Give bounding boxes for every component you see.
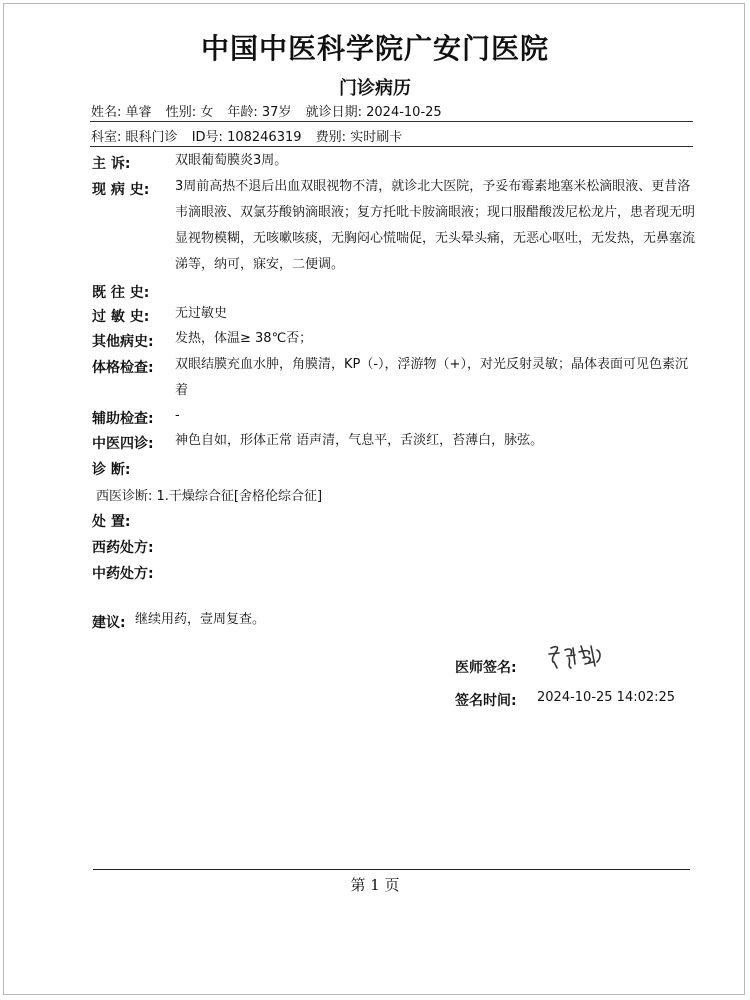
advice-label: 建议: [92,615,126,631]
patient-name: 单睿 [125,105,152,120]
tcm-diagnostics-label: 中医四诊: [92,436,154,452]
chief-complaint-label: 主 诉: [92,156,131,172]
patient-info-row-1 [91,101,442,120]
header-rule-1 [90,121,693,122]
visit-date: 2024-10-25 [366,105,442,120]
diagnosis-label: 诊 断: [92,462,131,478]
present-illness: 3周前高热不退后出血双眼视物不清，就诊北大医院，予妥布霉素地塞米松滴眼液、更昔洛韦滴眼液、双氯芬酸钠滴眼液；复方托吡卡胺滴眼液；现口服醋酸泼尼松龙片，患者现无明显视物模糊，无咳嗽咳痰，无胸闷心慌喘促，无头晕头痛，无恶心呕吐，无发热，无鼻塞流涕等，纳可，寐安，二便调。 [175,179,696,272]
allergy-history: 无过敏史 [175,306,228,321]
name-label: 姓名: [91,105,122,120]
page-number: 第 1 页 [350,876,400,894]
dept-label: 科室: [91,130,122,145]
patient-age: 37岁 [261,105,292,120]
chief-complaint: 双眼葡萄膜炎3周。 [175,153,288,168]
signature-time-label: 签名时间: [455,693,517,709]
id-label: ID号: [191,130,223,145]
other-history: 发热，体温≥ 38℃否； [175,331,313,346]
auxiliary-exam: - [175,408,180,423]
other-history-label: 其他病史: [92,334,154,350]
document-title: 门诊病历 [339,78,411,99]
patient-gender: 女 [200,105,214,120]
western-diagnosis: 西医诊断: 1.干燥综合征[舍格伦综合征] [96,489,323,504]
tcm-diagnostics: 神色自如，形体正常 语声清，气息平，舌淡红，苔薄白，脉弦。 [175,433,544,448]
department: 眼科门诊 [125,130,178,145]
allergy-label: 过 敏 史: [92,309,150,325]
gender-label: 性别: [165,105,197,120]
tcm-rx-label: 中药处方: [92,566,154,582]
fee-label: 费别: [315,130,347,145]
fee-type: 实时刷卡 [350,130,403,145]
physical-exam-label: 体格检查: [92,360,154,376]
patient-id: 108246319 [227,130,302,145]
signature-time: 2024-10-25 14:02:25 [537,690,676,705]
hospital-name: 中国中医科学院广安门医院 [200,32,549,65]
age-label: 年龄: [227,105,258,120]
patient-info-row-2 [91,126,402,145]
physical-exam: 双眼结膜充血水肿，角膜清，KP（-），浮游物（+），对光反射灵敏；晶体表面可见色素沉着 [175,357,688,398]
past-history-label: 既 往 史: [92,285,150,301]
handwritten-signature [545,640,607,674]
auxiliary-exam-label: 辅助检查: [92,411,154,427]
visit-date-label: 就诊日期: [305,105,362,120]
doctor-signature-label: 医师签名: [455,660,517,676]
advice: 继续用药，壹周复查。 [135,612,266,627]
present-illness-label: 现 病 史: [92,182,150,198]
footer-rule [93,869,690,870]
western-rx-label: 西药处方: [92,540,154,556]
treatment-label: 处 置: [92,514,131,530]
header-rule-2 [90,146,693,147]
